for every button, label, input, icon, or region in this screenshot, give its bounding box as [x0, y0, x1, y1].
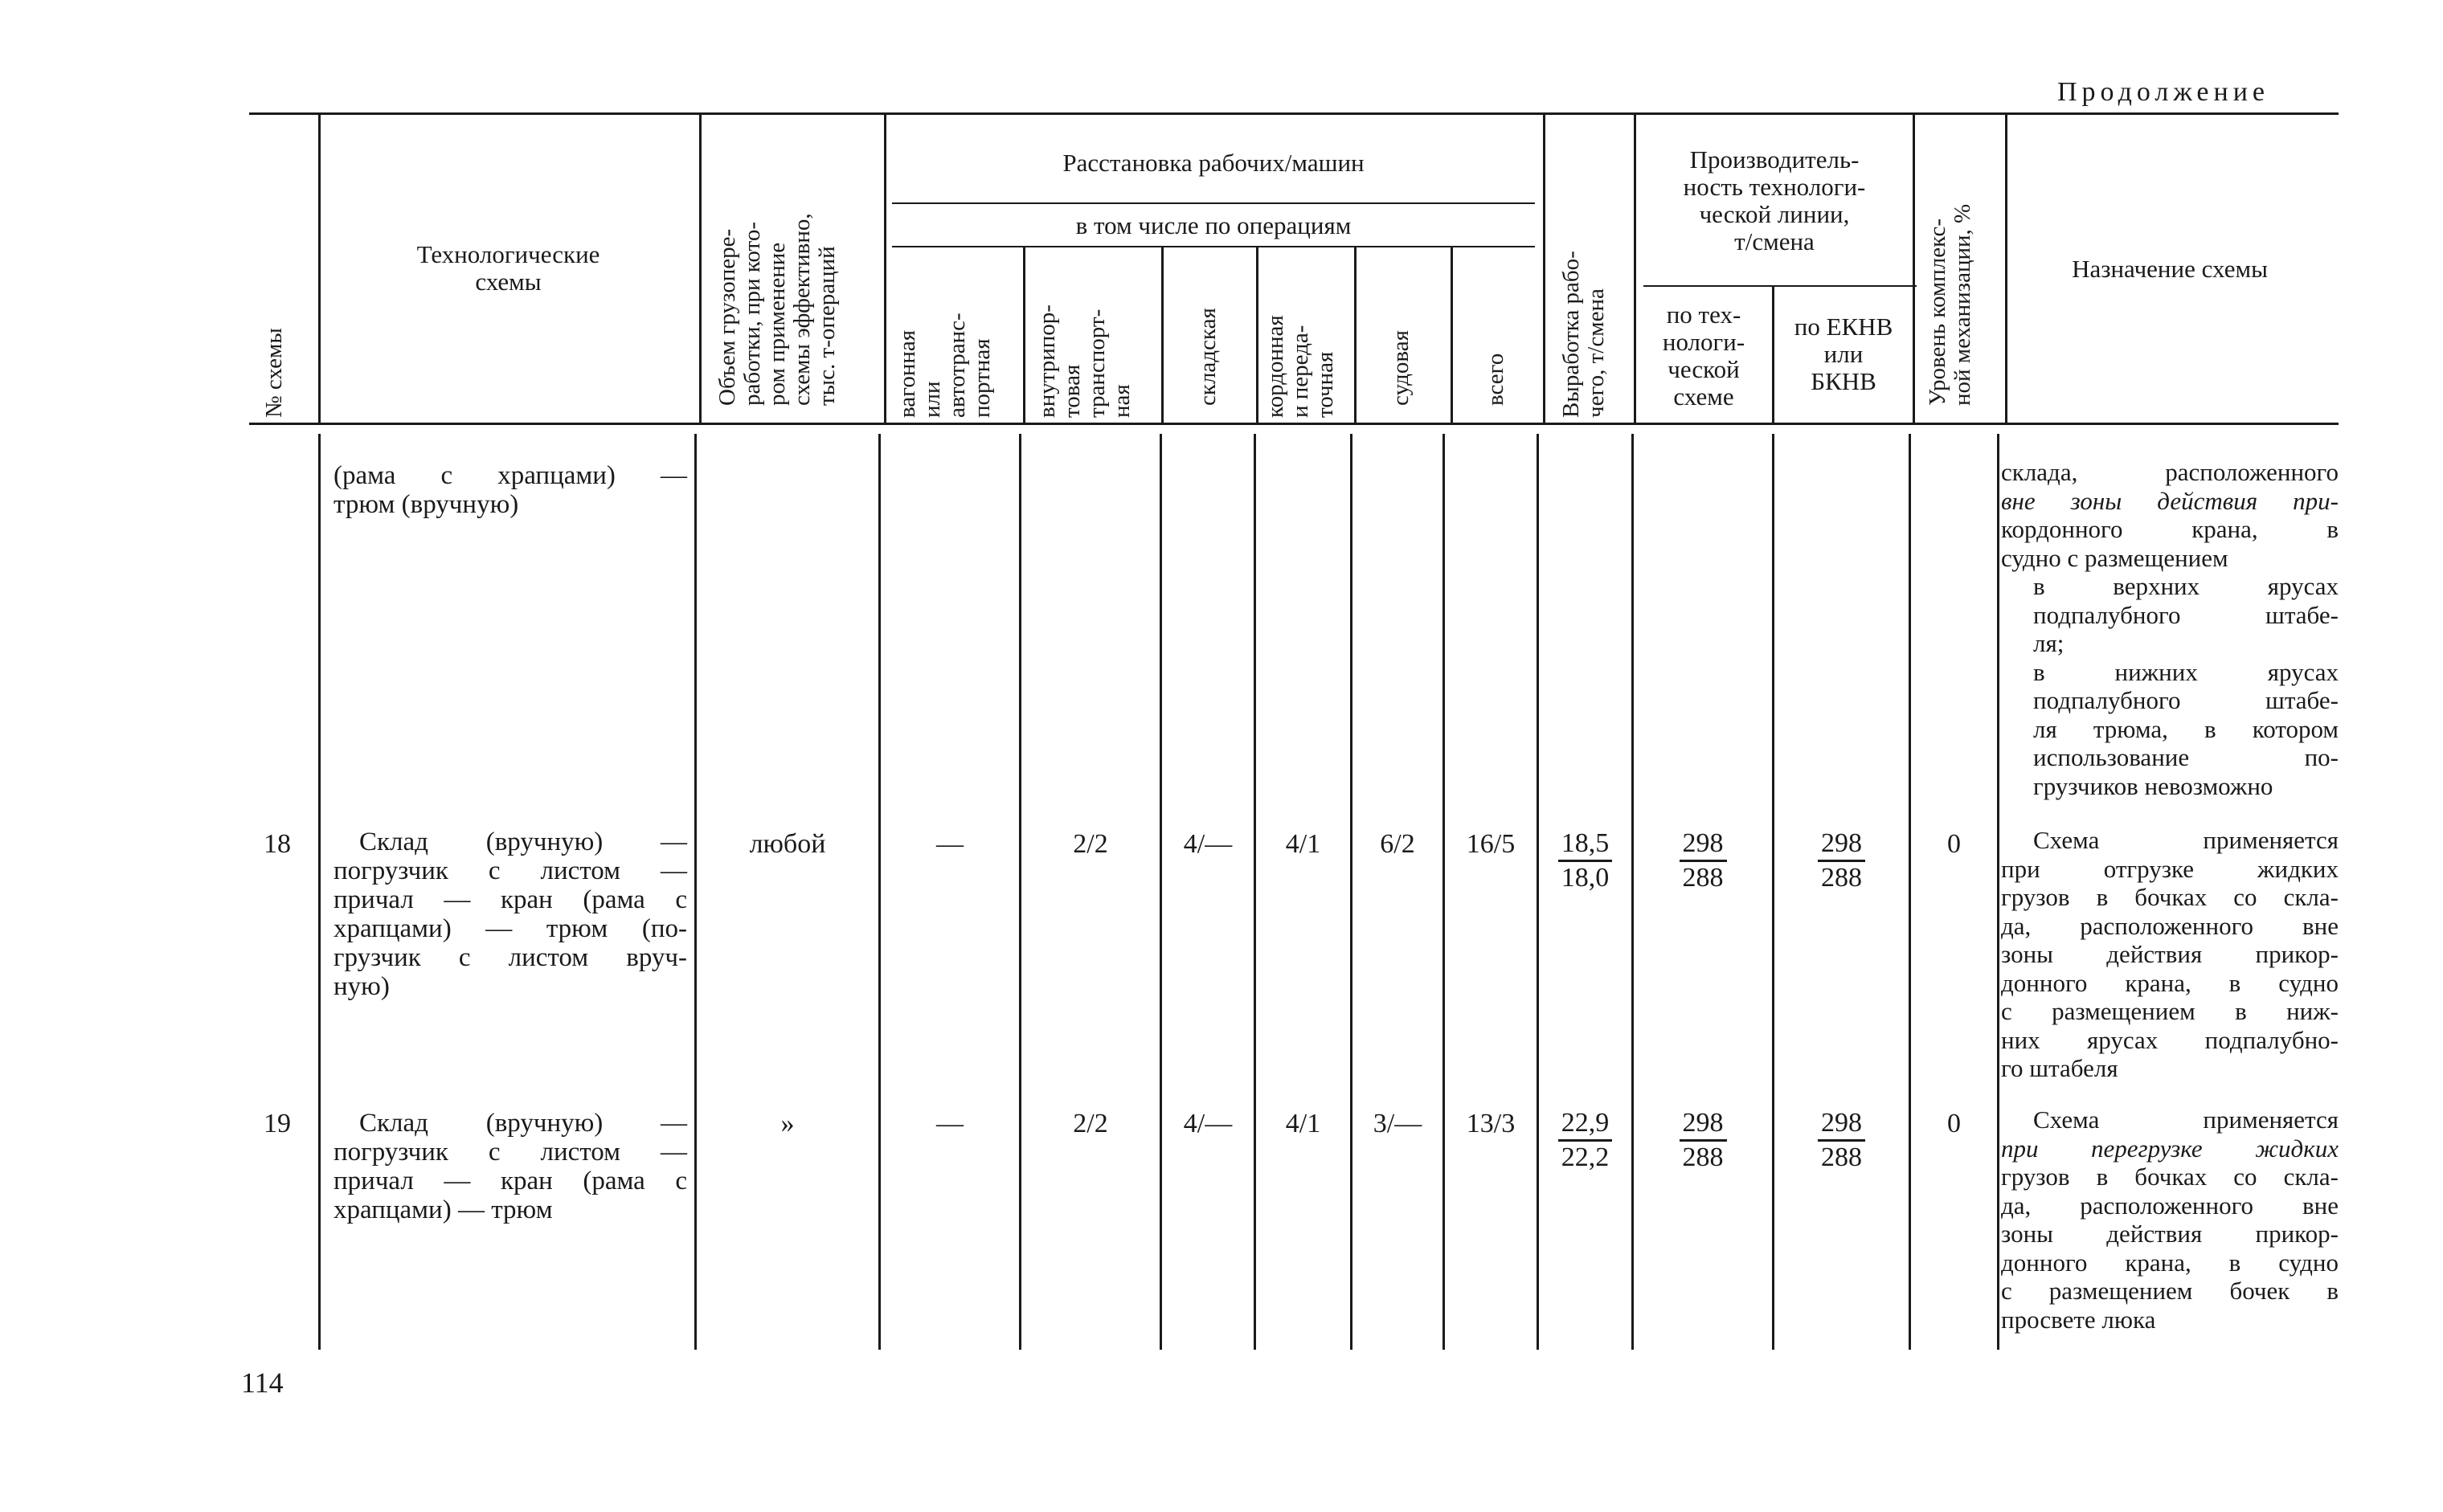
- operations-subrule: [892, 246, 1535, 247]
- purpose-line: при отгрузке жидких: [2001, 854, 2339, 883]
- cell-wagon: —: [936, 829, 964, 859]
- cell-cordon: 4/1: [1285, 829, 1321, 859]
- header-internal-line: внутрипор-: [1034, 304, 1060, 418]
- cell-ship: 3/—: [1373, 1109, 1422, 1138]
- cell-volume: любой: [749, 829, 826, 859]
- header-cordon-line: кордонная: [1262, 315, 1288, 418]
- scheme-line: причал — кран (рама с: [334, 1167, 687, 1195]
- header-by-eknv: [1774, 313, 1913, 395]
- header-by-eknv-line: БКНВ: [1811, 367, 1876, 395]
- continuation-note: Продолжение: [2057, 77, 2270, 107]
- col-rule: [1161, 247, 1164, 423]
- header-internal-line: транспорт-: [1084, 309, 1110, 418]
- scheme-line: трюм (вручную): [334, 490, 519, 519]
- scheme-line: храпцами) — трюм (по-: [334, 914, 687, 943]
- header-cordon: [1263, 315, 1338, 418]
- header-wagon-line: портная: [969, 338, 995, 418]
- scheme-line: причал — кран (рама с: [334, 885, 687, 914]
- col-rule: [1160, 434, 1162, 1350]
- table-top-rule: [249, 112, 2339, 115]
- cell-volume: »: [780, 1109, 795, 1138]
- header-productivity-line: Производитель-: [1689, 145, 1860, 174]
- cell-wagon: —: [936, 1109, 964, 1138]
- purpose-line: вне зоны действия при-: [2001, 486, 2339, 515]
- header-wagon-line: автотранс-: [944, 313, 970, 418]
- header-mechanization-line: Уровень комплекс-: [1925, 218, 1950, 406]
- header-by-tech-line: по тех-: [1666, 300, 1741, 329]
- cell-warehouse: 4/—: [1183, 1109, 1233, 1138]
- purpose-line: Схема применяется: [2033, 1105, 2339, 1134]
- header-bottom-rule: [249, 423, 2339, 425]
- header-volume-line: Объем грузопере-: [714, 228, 740, 406]
- output-numerator: 22,9: [1558, 1109, 1613, 1142]
- purpose-line: подпалубного штабе-: [2033, 686, 2339, 714]
- table-row-purpose: [2001, 1105, 2339, 1334]
- header-productivity-line: ность технологи-: [1683, 173, 1866, 201]
- cell-mechanization: 0: [1947, 1109, 1961, 1138]
- row-number: 19: [264, 1109, 291, 1138]
- header-tech-schemes-line: схемы: [475, 268, 542, 296]
- col-rule: [1256, 247, 1258, 423]
- purpose-line: зоны действия прикор-: [2001, 940, 2339, 968]
- cell-ship: 6/2: [1380, 829, 1415, 859]
- purpose-line: донного крана, в судно: [2001, 1248, 2339, 1277]
- tech-denominator: 288: [1682, 863, 1724, 893]
- header-volume-line: работки, при кото-: [739, 222, 765, 406]
- eknv-numerator: 298: [1818, 1109, 1865, 1142]
- header-internal: [1035, 304, 1135, 418]
- header-by-tech-line: нологи-: [1662, 328, 1745, 356]
- table-row-purpose: [2001, 458, 2339, 800]
- purpose-line: ля;: [2033, 629, 2064, 657]
- scheme-line: грузчик с листом вруч-: [334, 943, 687, 972]
- eknv-numerator: 298: [1818, 829, 1865, 862]
- purpose-line: них ярусах подпалубно-: [2001, 1025, 2339, 1054]
- header-by-tech: [1636, 301, 1771, 411]
- header-by-tech-line: схеме: [1673, 382, 1734, 411]
- cell-productivity-eknv: [1774, 1109, 1909, 1172]
- purpose-line: с размещением бочек в: [2001, 1277, 2339, 1305]
- purpose-line: зоны действия прикор-: [2001, 1220, 2339, 1248]
- col-rule: [884, 115, 886, 423]
- header-scheme-no: № схемы: [261, 328, 287, 418]
- header-purpose: Назначение схемы: [2072, 255, 2268, 283]
- col-rule: [1023, 247, 1025, 423]
- col-rule: [318, 115, 321, 423]
- col-rule: [699, 115, 702, 423]
- scheme-line: Склад (вручную) —: [359, 828, 687, 856]
- purpose-line: Схема применяется: [2033, 826, 2339, 854]
- scheme-line: погрузчик с листом —: [334, 1138, 687, 1167]
- purpose-line: грузчиков невозможно: [2033, 771, 2273, 800]
- scheme-line: погрузчик с листом —: [334, 856, 687, 885]
- table-row-scheme: [334, 1109, 687, 1224]
- cell-output: [1539, 829, 1631, 893]
- col-rule: [2005, 115, 2007, 423]
- purpose-line: при перегрузке жидких: [2001, 1134, 2339, 1163]
- cell-productivity-tech: [1634, 829, 1772, 893]
- cell-mechanization: 0: [1947, 829, 1961, 859]
- tech-numerator: 298: [1680, 1109, 1727, 1142]
- col-rule: [1909, 434, 1911, 1350]
- table-row-scheme: [334, 461, 687, 519]
- header-productivity-line: т/смена: [1734, 227, 1815, 255]
- purpose-line: просвете люка: [2001, 1305, 2156, 1334]
- purpose-line: в нижних ярусах: [2033, 657, 2339, 686]
- purpose-line: донного крана, в судно: [2001, 968, 2339, 997]
- header-by-tech-line: ческой: [1668, 355, 1740, 383]
- header-wagon: [895, 313, 995, 418]
- col-rule: [878, 434, 881, 1350]
- output-denominator: 18,0: [1561, 863, 1610, 893]
- col-rule: [1543, 115, 1545, 423]
- col-rule: [1019, 434, 1021, 1350]
- header-by-eknv-line: или: [1823, 340, 1864, 368]
- header-internal-line: товая: [1059, 364, 1085, 418]
- purpose-line: да, расположенного вне: [2001, 911, 2339, 940]
- purpose-line: в верхних ярусах: [2033, 572, 2339, 600]
- placement-subrule: [892, 202, 1535, 204]
- col-rule: [1913, 115, 1915, 423]
- header-cordon-line: и переда-: [1287, 325, 1313, 418]
- row-number: 18: [264, 829, 291, 859]
- header-wagon-line: или: [919, 381, 945, 418]
- header-wagon-line: вагонная: [894, 329, 920, 418]
- col-rule: [1354, 247, 1357, 423]
- purpose-line: судно с размещением: [2001, 543, 2228, 572]
- header-by-eknv-line: по ЕКНВ: [1794, 313, 1893, 341]
- purpose-line: подпалубного штабе-: [2033, 600, 2339, 629]
- header-output-line: чего, т/смена: [1583, 288, 1609, 418]
- tech-denominator: 288: [1682, 1142, 1724, 1172]
- purpose-line: склада, расположенного: [2001, 458, 2339, 486]
- purpose-line: ля трюма, в котором: [2033, 714, 2339, 743]
- header-cordon-line: точная: [1312, 351, 1338, 418]
- scheme-line: (рама с храпцами) —: [334, 461, 687, 490]
- header-volume-line: схемы эффективно,: [789, 213, 815, 406]
- cell-total: 16/5: [1466, 829, 1516, 859]
- table-row-scheme: [334, 828, 687, 1001]
- purpose-line: грузов в бочках со скла-: [2001, 883, 2339, 911]
- cell-output: [1539, 1109, 1631, 1172]
- header-total: всего: [1483, 353, 1508, 406]
- cell-productivity-tech: [1634, 1109, 1772, 1172]
- col-rule: [318, 434, 321, 1350]
- header-tech-schemes: [321, 241, 695, 296]
- productivity-subrule: [1643, 285, 1917, 287]
- purpose-line: да, расположенного вне: [2001, 1191, 2339, 1220]
- header-productivity: [1636, 146, 1913, 255]
- col-rule: [694, 434, 697, 1350]
- scheme-line: храпцами) — трюм: [334, 1195, 553, 1224]
- header-output: [1559, 251, 1609, 418]
- col-rule: [1350, 434, 1352, 1350]
- cell-productivity-eknv: [1774, 829, 1909, 893]
- cell-cordon: 4/1: [1285, 1109, 1321, 1138]
- header-warehouse: складская: [1195, 308, 1221, 406]
- header-internal-line: ная: [1109, 384, 1135, 418]
- cell-total: 13/3: [1466, 1109, 1516, 1138]
- col-rule: [1451, 247, 1453, 423]
- output-denominator: 22,2: [1561, 1142, 1610, 1172]
- tech-numerator: 298: [1680, 829, 1727, 862]
- cell-warehouse: 4/—: [1183, 829, 1233, 859]
- header-placement: Расстановка рабочих/машин: [1062, 149, 1365, 177]
- header-mechanization-line: ной механизации, %: [1950, 203, 1975, 406]
- purpose-line: кордонного крана, в: [2001, 515, 2339, 543]
- cell-internal: 2/2: [1073, 1109, 1108, 1138]
- output-numerator: 18,5: [1558, 829, 1613, 862]
- eknv-denominator: 288: [1821, 1142, 1862, 1172]
- header-volume-line: тыс. т-операций: [814, 246, 840, 406]
- purpose-line: грузов в бочках со скла-: [2001, 1163, 2339, 1191]
- header-productivity-line: ческой линии,: [1699, 200, 1850, 228]
- purpose-line: с размещением в ниж-: [2001, 997, 2339, 1025]
- header-tech-schemes-line: Технологические: [416, 240, 600, 268]
- col-rule: [1442, 434, 1445, 1350]
- purpose-line: го штабеля: [2001, 1054, 2118, 1082]
- col-rule: [1997, 434, 1999, 1350]
- cell-internal: 2/2: [1073, 829, 1108, 859]
- scheme-line: ную): [334, 972, 390, 1001]
- page-number: 114: [241, 1367, 284, 1399]
- header-volume-line: ром применение: [764, 242, 790, 406]
- eknv-denominator: 288: [1821, 863, 1862, 893]
- header-output-line: Выработка рабо-: [1558, 251, 1584, 418]
- col-rule: [1254, 434, 1256, 1350]
- header-including-ops: в том числе по операциям: [1075, 211, 1352, 239]
- table-row-purpose: [2001, 826, 2339, 1083]
- scheme-line: Склад (вручную) —: [359, 1109, 687, 1138]
- header-volume: [715, 213, 840, 406]
- header-mechanization: [1925, 204, 1975, 406]
- purpose-line: использование по-: [2033, 743, 2339, 771]
- header-ship: судовая: [1388, 330, 1414, 406]
